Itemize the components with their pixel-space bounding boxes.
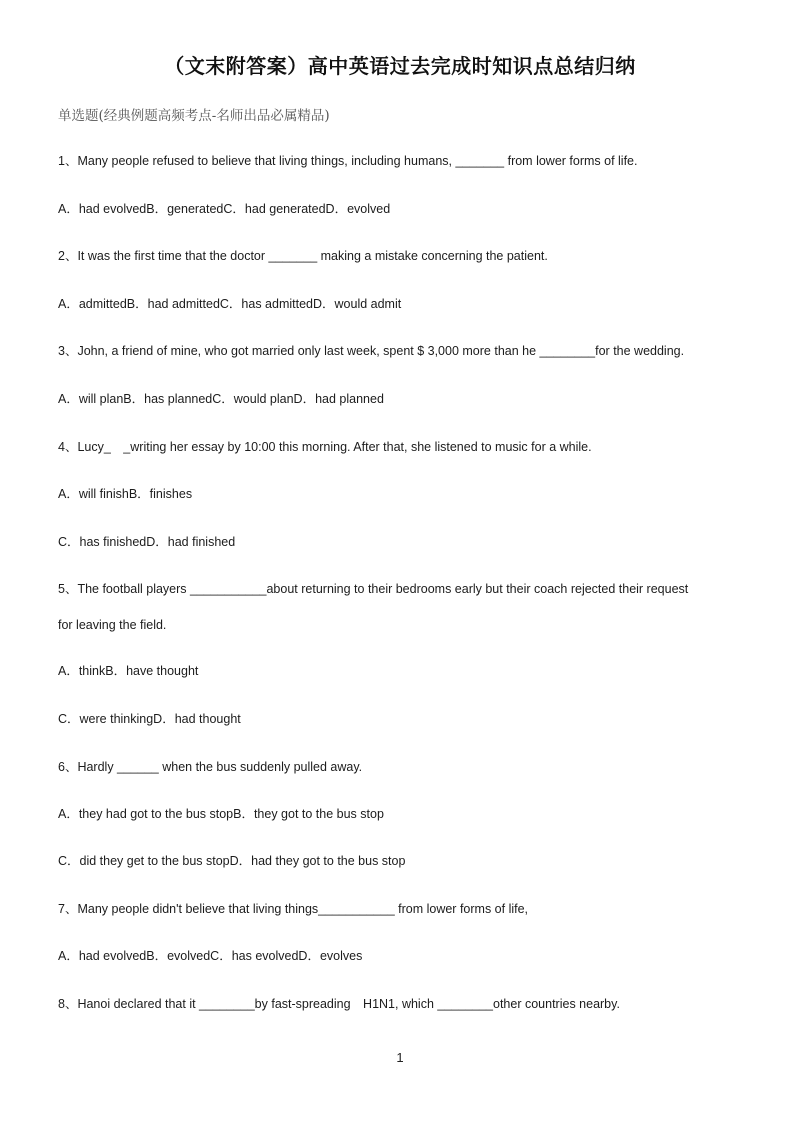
- document-title: （文末附答案）高中英语过去完成时知识点总结归纳: [164, 54, 636, 78]
- question-5-text-continued: for leaving the field.: [58, 618, 167, 632]
- question-6-options-ab: A．they had got to the bus stopB．they got to the bus stop: [58, 807, 384, 821]
- section-header: 单选题(经典例题高频考点-名师出品必属精品): [58, 108, 330, 124]
- question-4-options-cd: C．has finishedD．had finished: [58, 535, 236, 549]
- question-5-options-ab: A．thinkB．have thought: [58, 664, 199, 678]
- question-4-options-ab: A．will finishB．finishes: [58, 487, 193, 501]
- question-2-text: 2、It was the first time that the doctor _______ making a mistake concerning the patient.: [58, 249, 548, 263]
- question-5-text: 5、The football players ___________about returning to their bedrooms early but their coach rejected their request: [58, 582, 689, 596]
- question-8-text: 8、Hanoi declared that it ________by fast-spreading H1N1, which ________other countries nearby.: [58, 997, 620, 1011]
- question-7-text: 7、Many people didn't believe that living things___________ from lower forms of life,: [58, 902, 529, 916]
- question-1-options: A．had evolvedB．generatedC．had generatedD．evolved: [58, 202, 391, 216]
- question-7-options: A．had evolvedB．evolvedC．has evolvedD．evolves: [58, 949, 363, 963]
- question-4-text: 4、Lucy_ _writing her essay by 10:00 this morning. After that, she listened to music for a while.: [58, 440, 592, 454]
- page-number: 1: [396, 1050, 404, 1065]
- question-6-text: 6、Hardly ______ when the bus suddenly pulled away.: [58, 760, 363, 774]
- question-2-options: A．admittedB．had admittedC．has admittedD．would admit: [58, 297, 402, 311]
- question-1-text: 1、Many people refused to believe that living things, including humans, _______ from lower forms of life.: [58, 154, 638, 168]
- question-3-options: A．will planB．has plannedC．would planD．had planned: [58, 392, 384, 406]
- question-3-text: 3、John, a friend of mine, who got married only last week, spent $ 3,000 more than he ________for the wedding.: [58, 344, 685, 358]
- question-6-options-cd: C．did they get to the bus stopD．had they got to the bus stop: [58, 854, 406, 868]
- question-5-options-cd: C．were thinkingD．had thought: [58, 712, 241, 726]
